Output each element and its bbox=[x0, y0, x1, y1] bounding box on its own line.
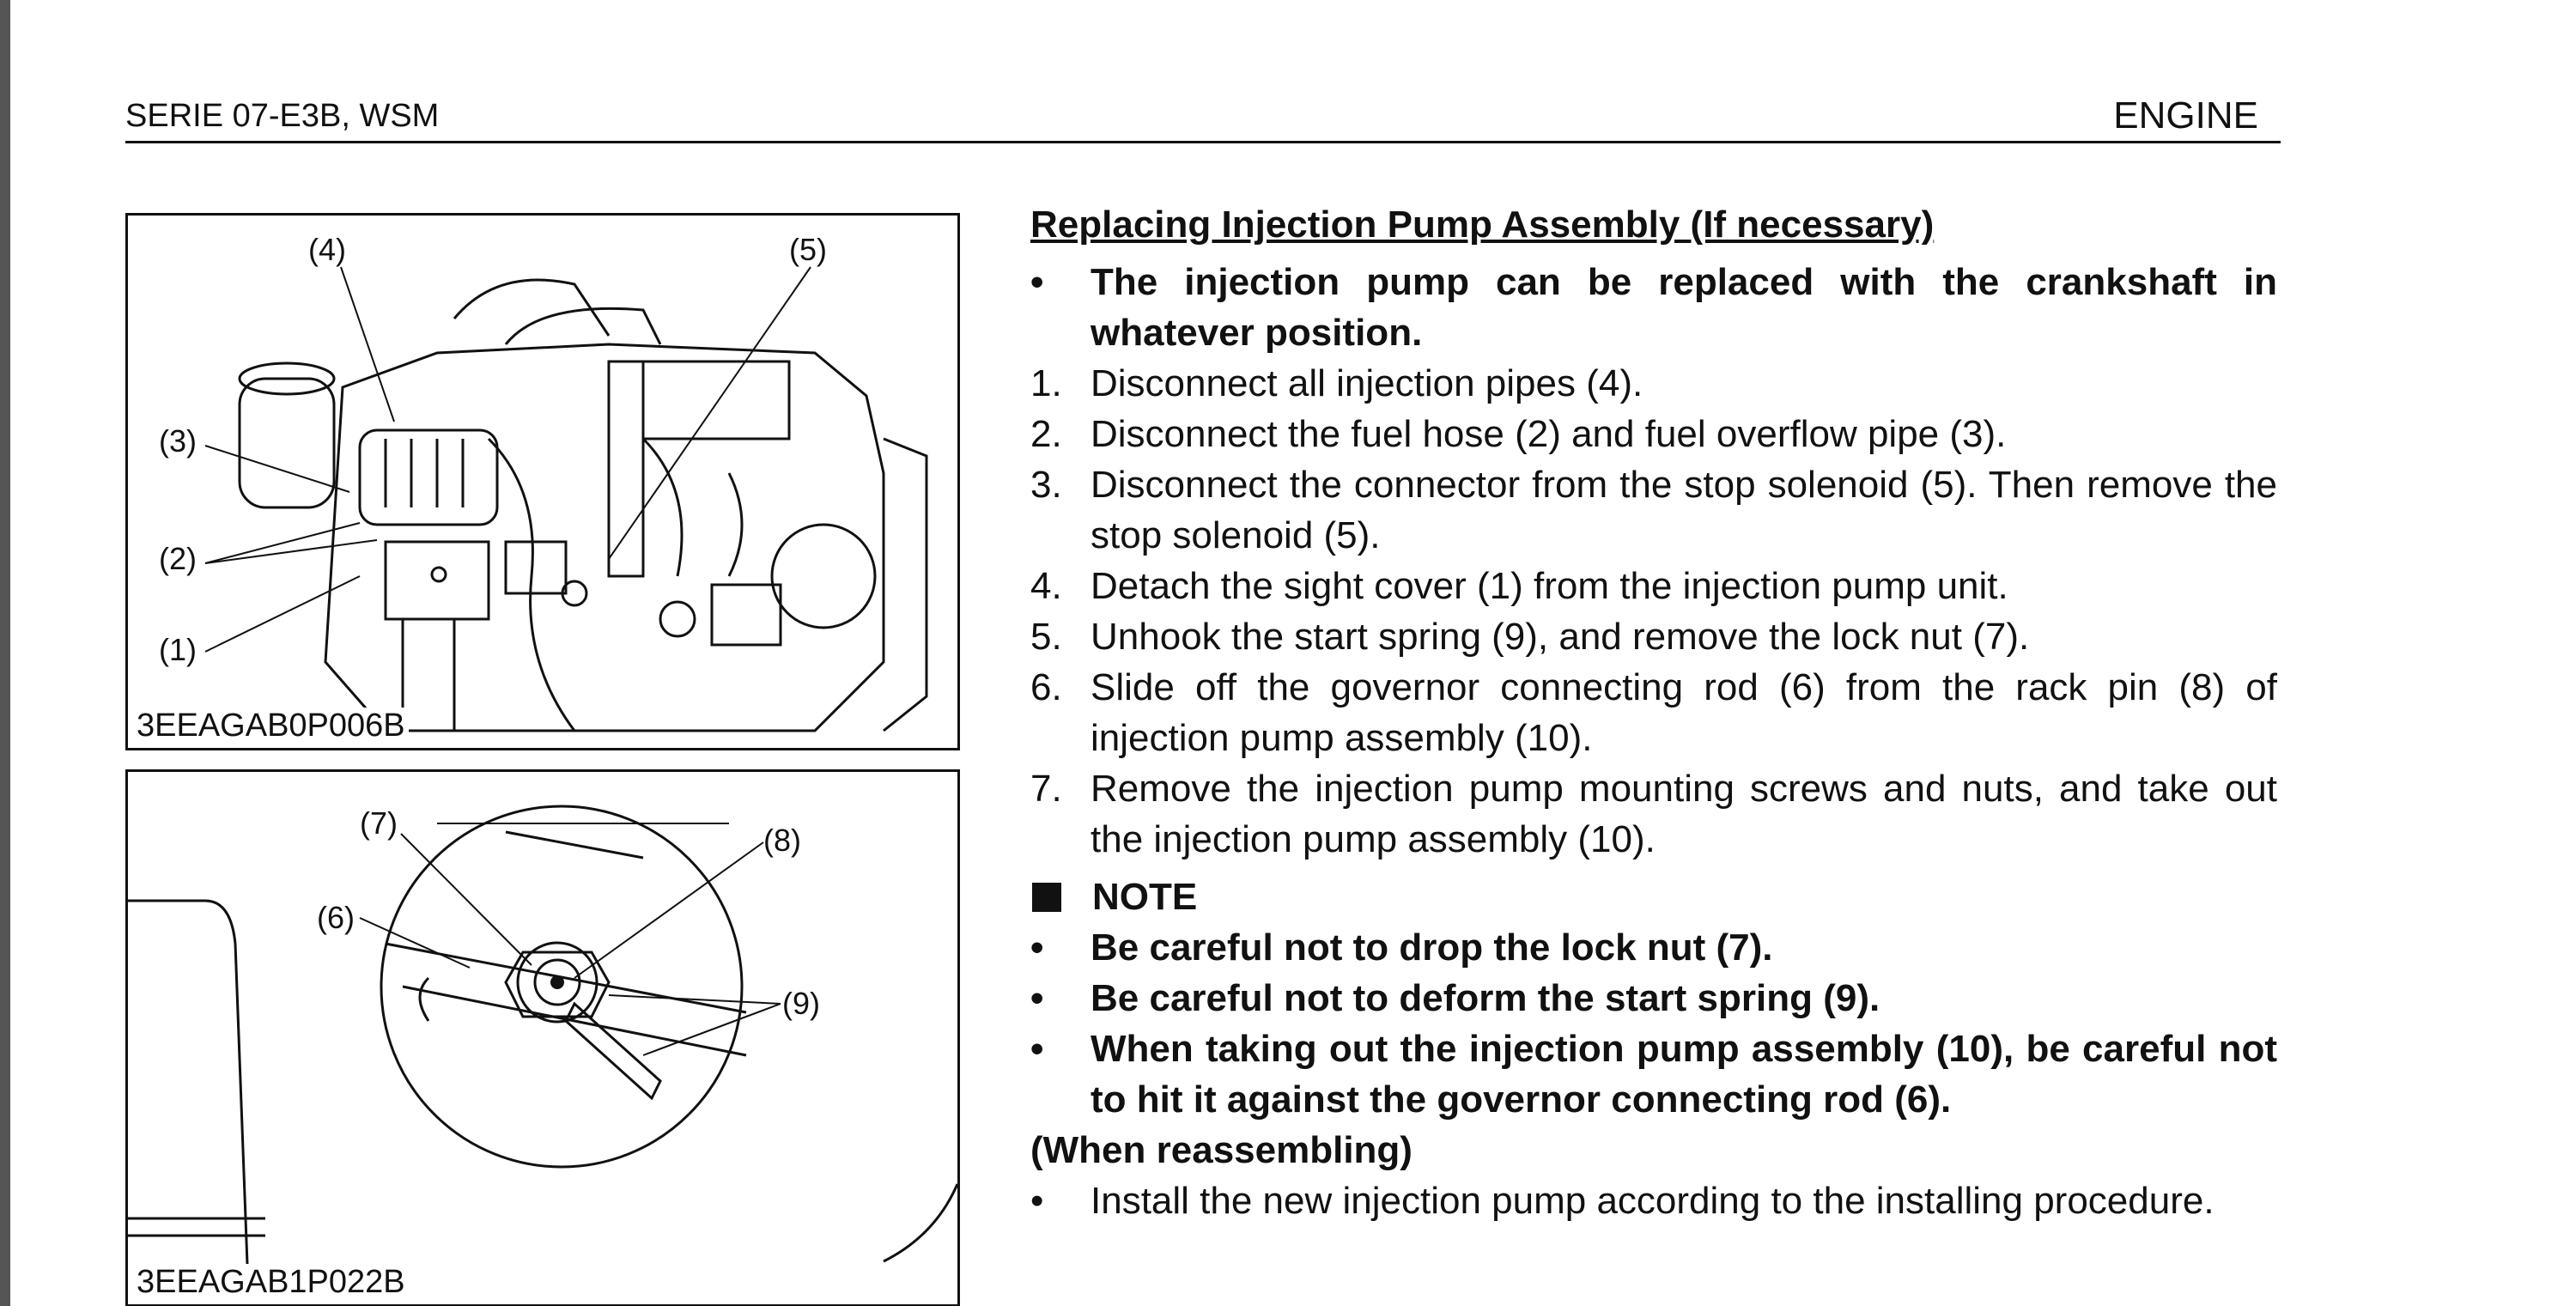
note-text: Be careful not to deform the start spring (9). bbox=[1091, 977, 1880, 1019]
step-text: Detach the sight cover (1) from the injection pump unit. bbox=[1091, 565, 2008, 607]
callout-2: (2) bbox=[159, 541, 197, 576]
callout-8: (8) bbox=[763, 823, 801, 858]
procedure-content bbox=[1030, 199, 2277, 1226]
step-text: Disconnect the connector from the stop solenoid (5). Then remove the stop solenoid (5). bbox=[1091, 464, 2277, 556]
note-square-icon bbox=[1032, 883, 1061, 912]
step-number: 3. bbox=[1030, 464, 1062, 506]
note-bullet bbox=[1030, 922, 2277, 973]
step-item bbox=[1030, 459, 2277, 561]
document-page bbox=[10, 0, 2576, 1306]
step-number: 1. bbox=[1030, 362, 1062, 404]
intro-bullet-text: The injection pump can be replaced with the crankshaft in whatever position. bbox=[1091, 261, 2277, 354]
note-bullet bbox=[1030, 973, 2277, 1024]
step-text: Disconnect the fuel hose (2) and fuel overflow pipe (3). bbox=[1091, 413, 2007, 455]
figure-governor-detail bbox=[125, 769, 960, 1306]
figure-code: 3EEAGAB1P022B bbox=[137, 1264, 409, 1301]
note-heading bbox=[1030, 872, 2277, 922]
step-item bbox=[1030, 662, 2277, 763]
governor-illustration bbox=[128, 772, 957, 1304]
bullet-marker: • bbox=[1030, 1028, 1044, 1070]
header-rule bbox=[125, 141, 2281, 143]
bullet-marker: • bbox=[1030, 261, 1044, 303]
callout-5: (5) bbox=[789, 232, 827, 267]
step-number: 6. bbox=[1030, 666, 1062, 708]
callout-3: (3) bbox=[159, 423, 197, 459]
step-item bbox=[1030, 561, 2277, 611]
note-label: NOTE bbox=[1092, 876, 1198, 918]
bullet-marker: • bbox=[1030, 977, 1044, 1019]
engine-illustration bbox=[128, 216, 957, 748]
bullet-marker: • bbox=[1030, 926, 1044, 969]
section-title: Replacing Injection Pump Assembly (If necessary) bbox=[1030, 203, 1935, 246]
figure-code: 3EEAGAB0P006B bbox=[137, 708, 409, 744]
step-text: Slide off the governor connecting rod (6) from the rack pin (8) of injection pump assembly (10). bbox=[1091, 666, 2277, 759]
step-text: Disconnect all injection pipes (4). bbox=[1091, 362, 1643, 404]
reassembly-heading: (When reassembling) bbox=[1030, 1129, 1413, 1171]
reassembly-text: Install the new injection pump according to the installing procedure. bbox=[1091, 1180, 2215, 1222]
callout-7: (7) bbox=[360, 805, 398, 841]
bullet-marker: • bbox=[1030, 1180, 1044, 1222]
callout-4: (4) bbox=[308, 232, 346, 267]
step-number: 7. bbox=[1030, 768, 1062, 810]
callout-1: (1) bbox=[159, 632, 197, 667]
step-item bbox=[1030, 409, 2277, 459]
callout-6: (6) bbox=[317, 900, 355, 935]
reassembly-bullet bbox=[1030, 1175, 2277, 1226]
note-bullet bbox=[1030, 1024, 2277, 1125]
step-item bbox=[1030, 763, 2277, 865]
step-number: 2. bbox=[1030, 413, 1062, 455]
intro-bullet bbox=[1030, 257, 2277, 358]
note-text: Be careful not to drop the lock nut (7). bbox=[1091, 926, 1773, 969]
step-item bbox=[1030, 358, 2277, 409]
header-manual-id: SERIE 07-E3B, WSM bbox=[125, 98, 440, 134]
note-text: When taking out the injection pump assembly (10), be careful not to hit it against the governor connecting rod (6). bbox=[1091, 1028, 2277, 1121]
step-text: Unhook the start spring (9), and remove the lock nut (7). bbox=[1091, 616, 2030, 658]
callout-9: (9) bbox=[782, 986, 820, 1021]
step-number: 5. bbox=[1030, 616, 1062, 658]
step-item bbox=[1030, 611, 2277, 662]
figure-engine-overview bbox=[125, 213, 960, 750]
step-text: Remove the injection pump mounting screws and nuts, and take out the injection pump assembly (10). bbox=[1091, 768, 2277, 860]
step-number: 4. bbox=[1030, 565, 1062, 607]
header-section: ENGINE bbox=[2113, 94, 2258, 137]
